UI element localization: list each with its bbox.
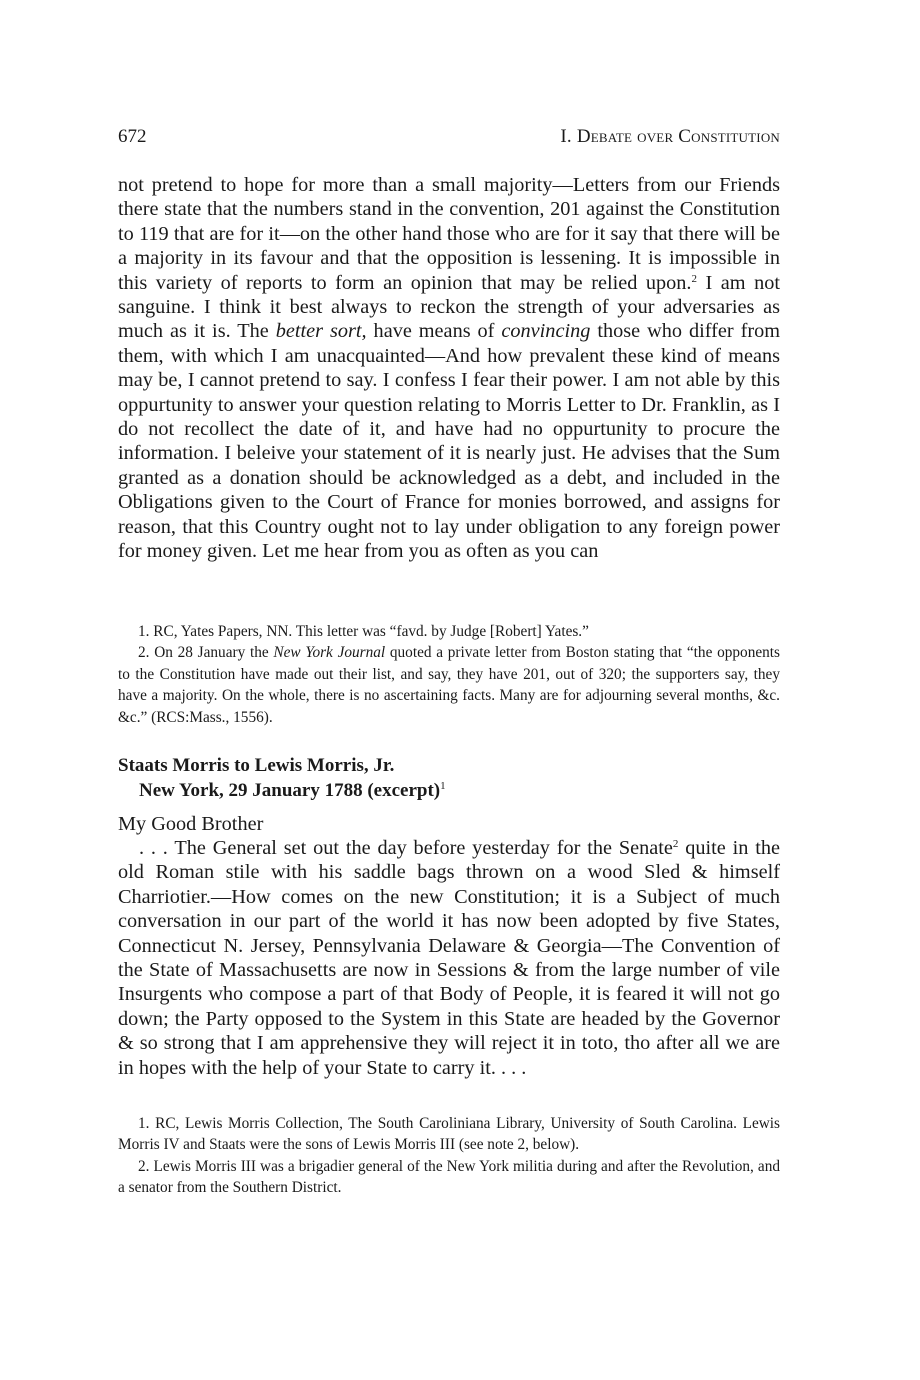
salutation: My Good Brother xyxy=(118,813,264,835)
footnotes-letter2 xyxy=(118,1113,780,1199)
section-title: I. Debate over Constitution xyxy=(560,126,780,147)
body-text-segment: . . . The General set out the day before yesterday for the Senate xyxy=(139,837,673,859)
letter-body xyxy=(118,836,780,1080)
body-text-segment: not pretend to hope for more than a small majority—Letters from our Friends there state that the numbers stand in the convention, 201 against the Constitution to 119 that are for it—on the other hand those who are for it say that there will be a majority in its favour and that the opposition is lessening. It is impossible in this variety of reports to form an opinion that may be relied upon. xyxy=(118,174,780,294)
italic-word-convincing: convincing xyxy=(501,320,591,343)
running-head xyxy=(118,124,780,150)
newspaper-title: New York Journal xyxy=(273,644,386,662)
footnote-ref-1[interactable]: 1 xyxy=(440,780,446,792)
footnotes-letter1 xyxy=(118,621,780,728)
body-text-segment: I am not sanguine. I think it best always to reckon the strength of your adversaries as much as it is. The xyxy=(118,271,780,343)
footnote-2 xyxy=(118,642,780,728)
heading-dateline xyxy=(118,778,780,803)
footnote-text: quoted a private letter from Boston stating that “the opponents to the Constitution have made out their list, and say, they have 201, out of 320; the supporters say, they have a majority. On the whole, there is no ascertaining facts. Many are for adjourning several months, &c. &c.” (RCS:Mass., 1556). xyxy=(118,644,780,726)
footnote-text: 2. On 28 January the xyxy=(138,644,274,662)
heading-dateline-text: New York, 29 January 1788 (excerpt) xyxy=(139,780,441,801)
footnote-1: 1. RC, Yates Papers, NN. This letter was “favd. by Judge [Robert] Yates.” xyxy=(138,623,589,640)
italic-phrase-better-sort: better sort, xyxy=(275,320,367,343)
heading-title: Staats Morris to Lewis Morris, Jr. xyxy=(118,755,395,776)
footnote-ref-2[interactable]: 2 xyxy=(672,838,679,850)
letter-body-continued xyxy=(118,173,780,564)
document-heading xyxy=(118,753,780,803)
footnote-2: 2. Lewis Morris III was a brigadier general of the New York militia during and after the Revolution, and a senator from the Southern District. xyxy=(118,1157,780,1197)
body-text-segment: have means of xyxy=(366,320,502,343)
letter-paragraph xyxy=(118,173,780,564)
footnote-ref-2[interactable]: 2 xyxy=(691,272,698,285)
footnote-1: 1. RC, Lewis Morris Collection, The South Caroliniana Library, University of South Carolina. Lewis Morris IV and Staats were the sons of Lewis Morris III (see note 2, below). xyxy=(118,1115,780,1154)
body-text-segment: quite in the old Roman stile with his saddle bags thrown on a wood Sled & himself Charriotier.—How comes on the new Constitution; it is a Subject of much conversation in our part of the world it has now been adopted by five States, Connecticut N. Jersey, Pennsylvania Delaware & Georgia—The Convention of the State of Massachusetts are now in Sessions & from the large number of vile Insurgents who compose a part of that Body of People, it is feared it will not go down; the Party opposed to the System in this State are headed by the Governor & so strong that I am apprehensive they will reject it in toto, tho after all we are in hopes with the help of your State to carry it. . . . xyxy=(118,837,780,1079)
letter-paragraph xyxy=(118,836,780,1080)
page-number: 672 xyxy=(118,126,147,147)
body-text-segment: those who differ from them, with which I am unacquainted—And how prevalent these kind of means may be, I cannot pretend to say. I confess I fear their power. I am not able by this oppurtunity to answer your question relating to Morris Letter to Dr. Franklin, as I do not recollect the date of it, and have had no oppurtunity to procure the information. I beleive your statement of it is nearly just. He advises that the Sum granted as a donation should be acknowledged as a debt, and included in the Obligations given to the Court of France for monies borrowed, and assigns for reason, that this Country ought not to lay under obligation to any foreign power for money given. Let me hear from you as often as you can xyxy=(118,320,780,563)
